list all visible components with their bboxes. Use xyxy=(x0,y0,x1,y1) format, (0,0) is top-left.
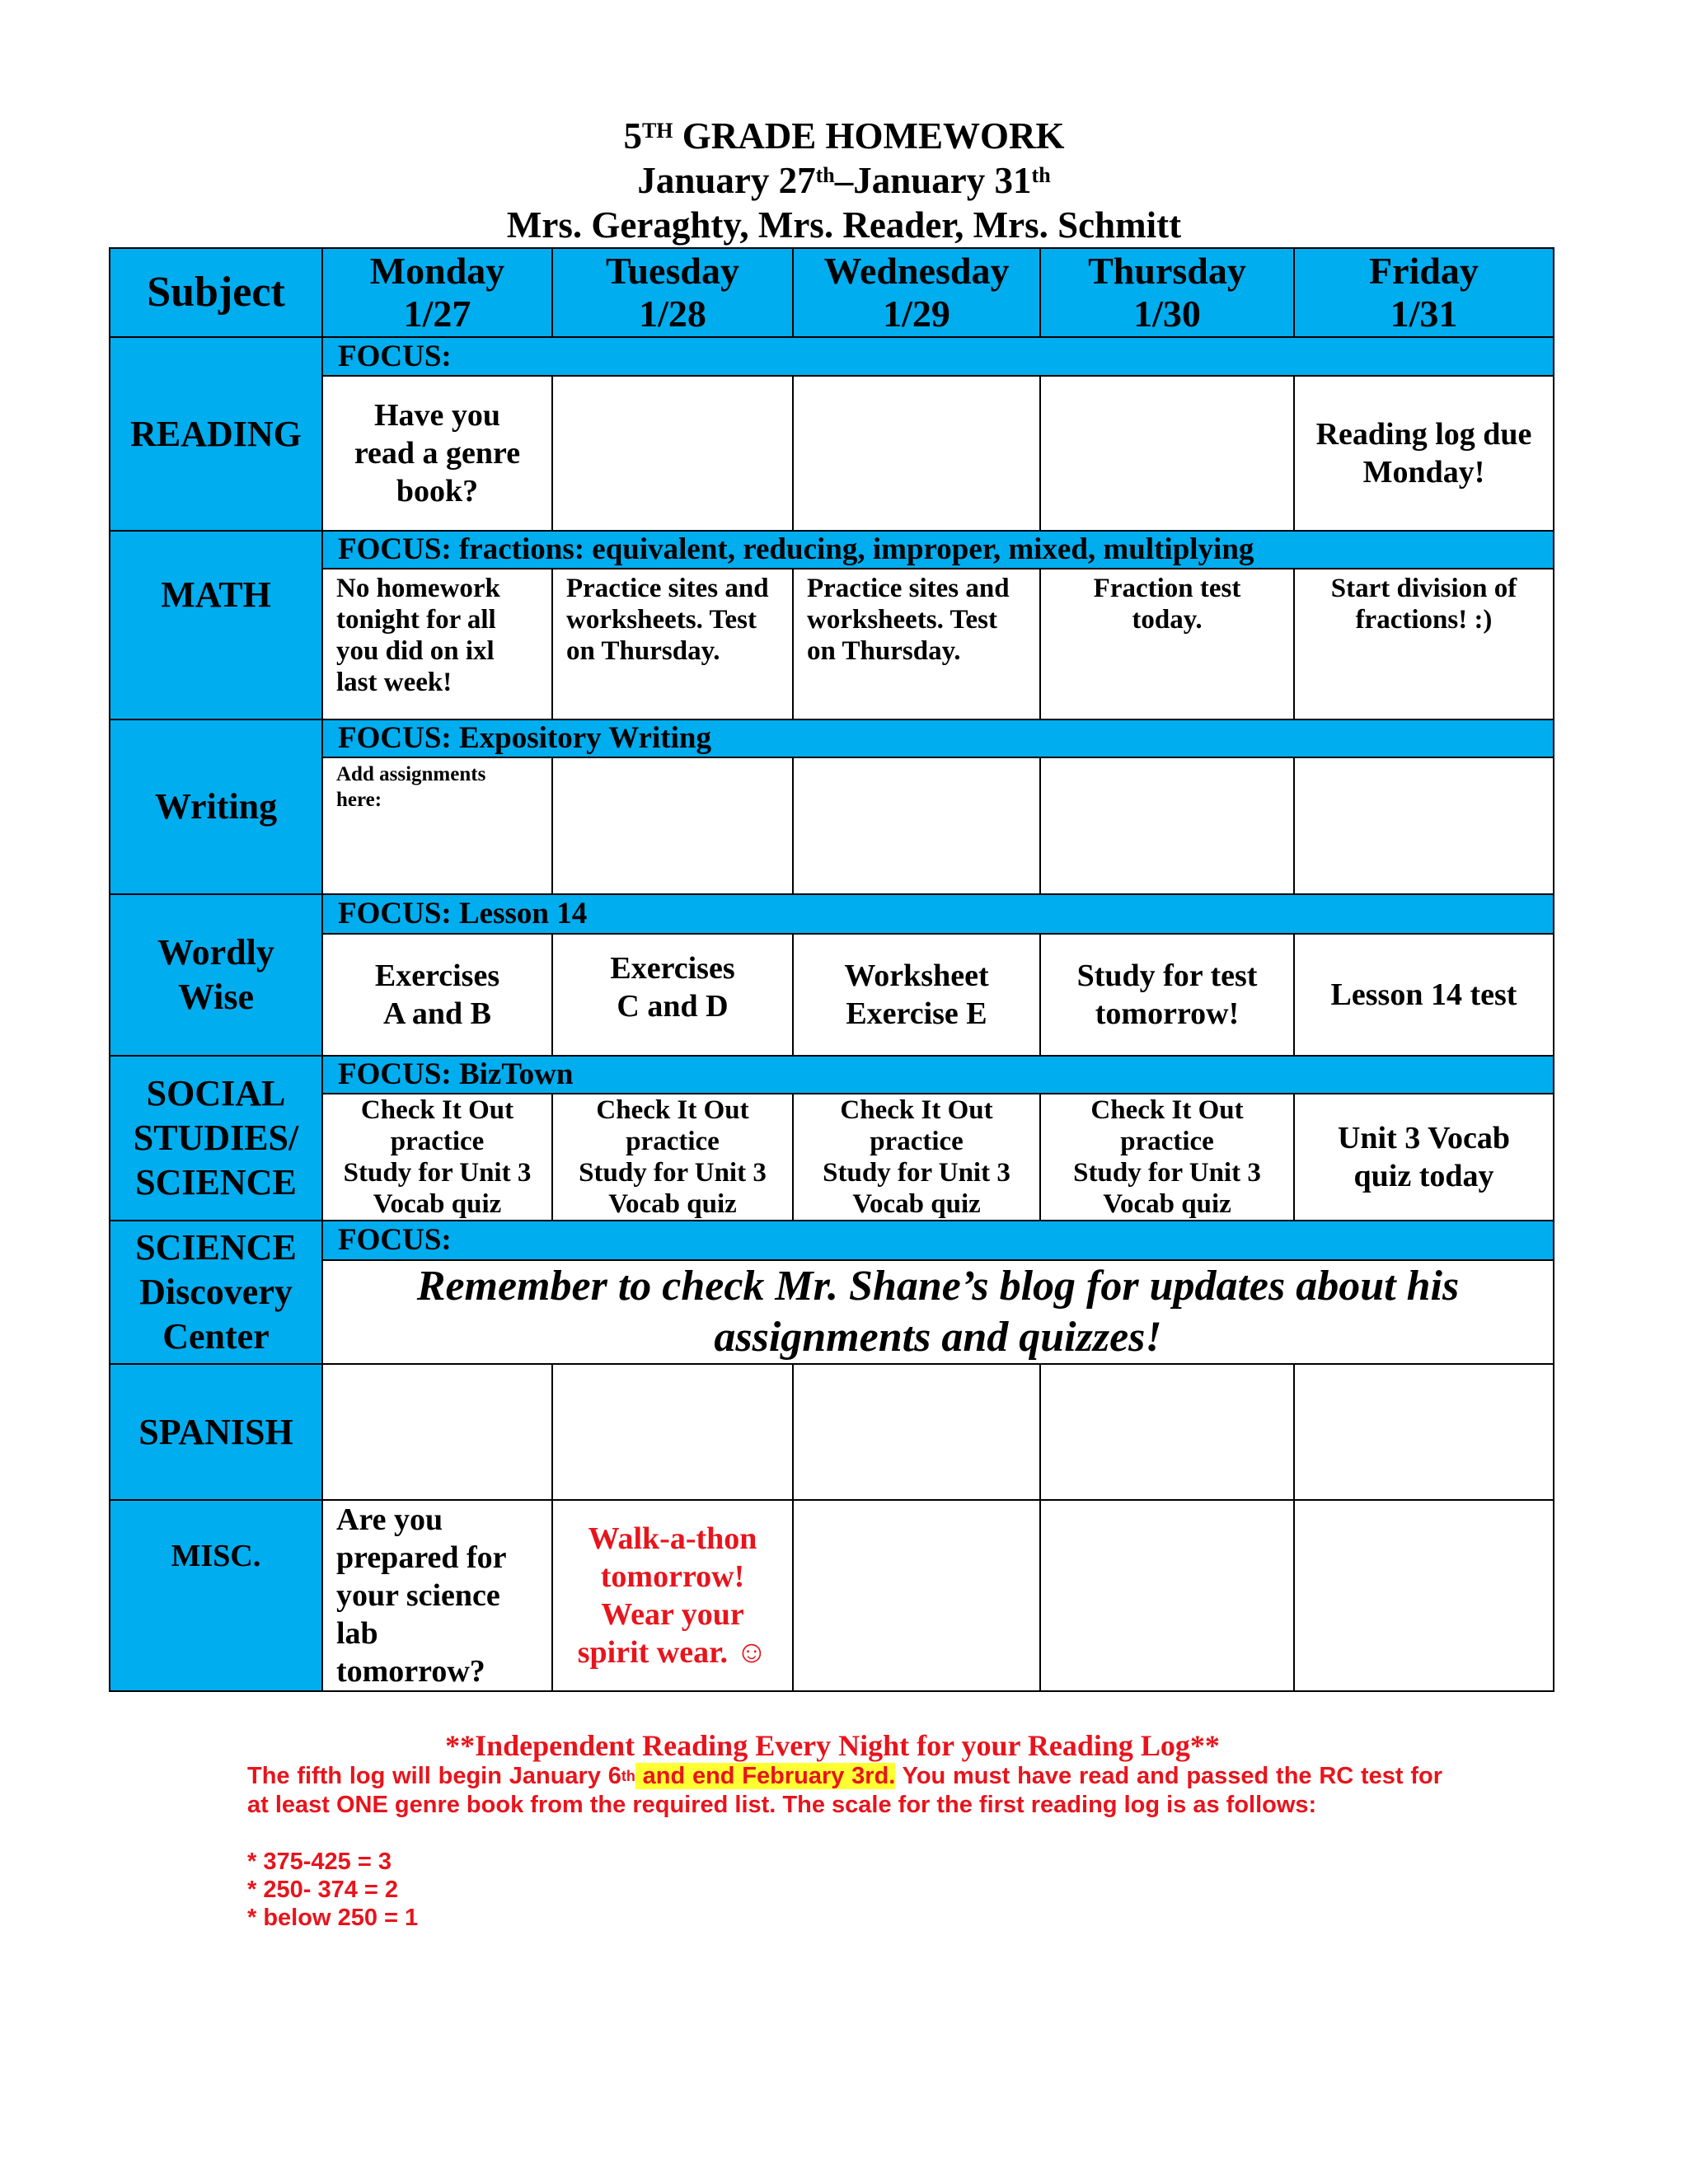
writing-thursday xyxy=(1040,757,1294,894)
reading-wednesday xyxy=(793,376,1040,531)
day-header-wednesday: Wednesday 1/29 xyxy=(793,248,1040,337)
scale-item: * below 250 = 1 xyxy=(247,1905,419,1931)
spanish-thursday xyxy=(1040,1364,1294,1500)
misc-wednesday xyxy=(793,1500,1040,1691)
reading-log-scale xyxy=(247,1848,1442,1932)
social-wednesday: Check It Out practice Study for Unit 3 Vocab quiz xyxy=(793,1094,1040,1221)
reading-log-text: The fifth log will begin January 6th and end February 3rd. You must have read and passed the RC test for at least ONE genre book from the required list. The scale for the first reading log is as follows: xyxy=(247,1763,1442,1818)
wordly-monday: Exercises A and B xyxy=(322,934,552,1056)
reading-tuesday xyxy=(552,376,793,531)
reading-log-notes xyxy=(247,1729,1442,1932)
focus-science-discovery: FOCUS: xyxy=(322,1221,1554,1260)
reading-monday: Have you read a genre book? xyxy=(322,376,552,531)
reading-log-title: **Independent Reading Every Night for your Reading Log** xyxy=(445,1729,1220,1762)
misc-friday xyxy=(1294,1500,1554,1691)
spanish-monday xyxy=(322,1364,552,1500)
misc-monday: Are you prepared for your science lab tomorrow? xyxy=(322,1500,552,1691)
highlighted-end-date: and end February 3rd. xyxy=(635,1763,896,1789)
day-header-monday: Monday 1/27 xyxy=(322,248,552,337)
spanish-tuesday xyxy=(552,1364,793,1500)
wordly-friday: Lesson 14 test xyxy=(1294,934,1554,1056)
math-tuesday: Practice sites and worksheets. Test on Thursday. xyxy=(552,569,793,719)
header-line-2: January 27th–January 31th xyxy=(637,160,1051,201)
social-tuesday: Check It Out practice Study for Unit 3 Vocab quiz xyxy=(552,1094,793,1221)
header-row xyxy=(110,248,1554,337)
focus-social-studies: FOCUS: BizTown xyxy=(322,1056,1554,1094)
writing-wednesday xyxy=(793,757,1040,894)
focus-reading: FOCUS: xyxy=(322,337,1554,376)
focus-math: FOCUS: fractions: equivalent, reducing, improper, mixed, multiplying xyxy=(322,531,1554,569)
day-header-thursday: Thursday 1/30 xyxy=(1040,248,1294,337)
misc-tuesday: Walk-a-thon tomorrow! Wear your spirit wear. ☺ xyxy=(552,1500,793,1691)
focus-writing: FOCUS: Expository Writing xyxy=(322,719,1554,757)
social-friday: Unit 3 Vocab quiz today xyxy=(1294,1094,1554,1221)
header-line-3: Mrs. Geraghty, Mrs. Reader, Mrs. Schmitt xyxy=(506,204,1182,246)
page-header xyxy=(0,114,1688,247)
writing-friday xyxy=(1294,757,1554,894)
reading-thursday xyxy=(1040,376,1294,531)
writing-monday: Add assignments here: xyxy=(322,757,552,894)
subject-math: MATH xyxy=(110,531,322,719)
spanish-wednesday xyxy=(793,1364,1040,1500)
reading-friday: Reading log due Monday! xyxy=(1294,376,1554,531)
subject-social-studies: SOCIAL STUDIES/ SCIENCE xyxy=(110,1056,322,1221)
focus-wordly-wise: FOCUS: Lesson 14 xyxy=(322,894,1554,934)
subject-writing: Writing xyxy=(110,719,322,894)
spanish-friday xyxy=(1294,1364,1554,1500)
scale-item: * 250- 374 = 2 xyxy=(247,1877,399,1903)
social-thursday: Check It Out practice Study for Unit 3 Vocab quiz xyxy=(1040,1094,1294,1221)
subject-header: Subject xyxy=(110,248,322,337)
science-reminder: Remember to check Mr. Shane’s blog for updates about his assignments and quizzes! xyxy=(322,1260,1554,1364)
social-monday: Check It Out practice Study for Unit 3 Vocab quiz xyxy=(322,1094,552,1221)
subject-science-discovery: SCIENCE Discovery Center xyxy=(110,1221,322,1364)
scale-item: * 375-425 = 3 xyxy=(247,1849,392,1875)
subject-misc: MISC. xyxy=(110,1500,322,1691)
math-monday: No homework tonight for all you did on ixl last week! xyxy=(322,569,552,719)
subject-spanish: SPANISH xyxy=(110,1364,322,1500)
writing-tuesday xyxy=(552,757,793,894)
day-header-tuesday: Tuesday 1/28 xyxy=(552,248,793,337)
header-line-1: 5TH GRADE HOMEWORK xyxy=(623,115,1065,157)
homework-table xyxy=(109,247,1554,1692)
math-thursday: Fraction test today. xyxy=(1040,569,1294,719)
wordly-tuesday: Exercises C and D xyxy=(552,934,793,1056)
subject-wordly-wise: Wordly Wise xyxy=(110,894,322,1056)
misc-thursday xyxy=(1040,1500,1294,1691)
subject-reading: READING xyxy=(110,337,322,531)
math-wednesday: Practice sites and worksheets. Test on Thursday. xyxy=(793,569,1040,719)
day-header-friday: Friday 1/31 xyxy=(1294,248,1554,337)
wordly-thursday: Study for test tomorrow! xyxy=(1040,934,1294,1056)
math-friday: Start division of fractions! :) xyxy=(1294,569,1554,719)
wordly-wednesday: Worksheet Exercise E xyxy=(793,934,1040,1056)
